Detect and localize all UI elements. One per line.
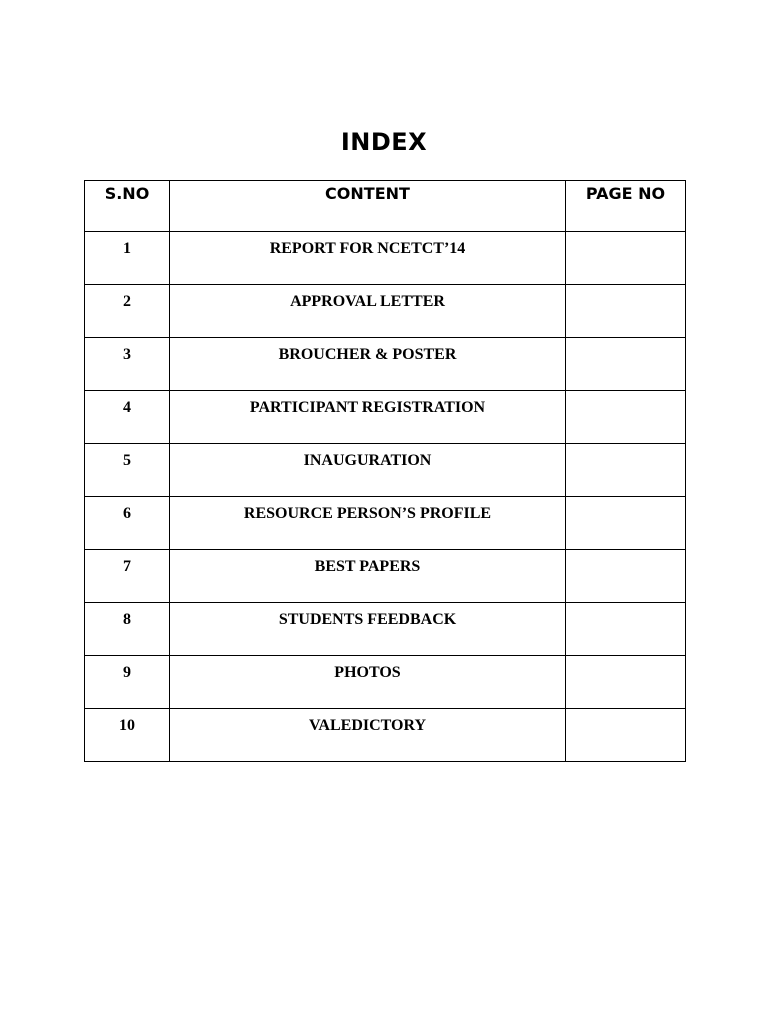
table-row xyxy=(85,656,686,709)
table-row xyxy=(85,709,686,762)
cell-sno xyxy=(85,497,170,550)
cell-content xyxy=(170,285,566,338)
page-no-value xyxy=(566,391,685,399)
table-row xyxy=(85,497,686,550)
cell-sno xyxy=(85,285,170,338)
cell-sno xyxy=(85,232,170,285)
header-content xyxy=(170,181,566,232)
cell-content xyxy=(170,232,566,285)
table-row xyxy=(85,550,686,603)
content-value: STUDENTS FEEDBACK xyxy=(278,611,457,628)
cell-content xyxy=(170,391,566,444)
cell-page-no xyxy=(566,497,686,550)
cell-page-no xyxy=(566,232,686,285)
sno-value: 8 xyxy=(123,611,131,628)
cell-page-no xyxy=(566,656,686,709)
cell-sno xyxy=(85,550,170,603)
cell-page-no xyxy=(566,444,686,497)
table-row xyxy=(85,603,686,656)
cell-content xyxy=(170,338,566,391)
content-value: RESOURCE PERSON’S PROFILE xyxy=(243,505,492,522)
cell-sno xyxy=(85,603,170,656)
page-no-value xyxy=(566,444,685,452)
sno-value: 6 xyxy=(123,505,131,522)
page-title: INDEX xyxy=(340,128,428,156)
page-no-value xyxy=(566,232,685,240)
cell-page-no xyxy=(566,285,686,338)
page-no-value xyxy=(566,285,685,293)
header-sno-label: S.NO xyxy=(104,184,150,203)
table-header-row xyxy=(85,181,686,232)
cell-page-no xyxy=(566,391,686,444)
header-sno xyxy=(85,181,170,232)
sno-value: 2 xyxy=(123,293,131,310)
cell-content xyxy=(170,444,566,497)
cell-page-no xyxy=(566,550,686,603)
cell-content xyxy=(170,497,566,550)
table-row xyxy=(85,444,686,497)
content-value: VALEDICTORY xyxy=(308,717,427,734)
page-no-value xyxy=(566,338,685,346)
cell-sno xyxy=(85,709,170,762)
sno-value: 4 xyxy=(123,399,131,416)
cell-page-no xyxy=(566,709,686,762)
page-no-value xyxy=(566,497,685,505)
content-value: PHOTOS xyxy=(334,664,401,681)
table-row xyxy=(85,338,686,391)
content-value: BROUCHER & POSTER xyxy=(278,346,457,363)
cell-sno xyxy=(85,656,170,709)
sno-value: 10 xyxy=(119,717,135,734)
cell-sno xyxy=(85,338,170,391)
cell-content xyxy=(170,550,566,603)
sno-value: 3 xyxy=(123,346,131,363)
sno-value: 1 xyxy=(123,240,131,257)
cell-page-no xyxy=(566,603,686,656)
header-page-no xyxy=(566,181,686,232)
content-value: APPROVAL LETTER xyxy=(290,293,445,310)
index-table xyxy=(84,180,686,762)
sno-value: 7 xyxy=(123,558,131,575)
page-no-value xyxy=(566,709,685,717)
page-no-value xyxy=(566,603,685,611)
sno-value: 5 xyxy=(123,452,131,469)
header-page-no-label: PAGE NO xyxy=(585,184,666,203)
page-no-value xyxy=(566,550,685,558)
header-content-label: CONTENT xyxy=(325,184,410,203)
cell-sno xyxy=(85,391,170,444)
sno-value: 9 xyxy=(123,664,131,681)
cell-sno xyxy=(85,444,170,497)
cell-content xyxy=(170,603,566,656)
content-value: REPORT FOR NCETCT’14 xyxy=(269,240,466,257)
page-no-value xyxy=(566,656,685,664)
content-value: INAUGURATION xyxy=(303,452,432,469)
cell-content xyxy=(170,656,566,709)
content-value: PARTICIPANT REGISTRATION xyxy=(249,399,486,416)
content-value: BEST PAPERS xyxy=(314,558,421,575)
table-row xyxy=(85,232,686,285)
cell-page-no xyxy=(566,338,686,391)
table-row xyxy=(85,285,686,338)
table-row xyxy=(85,391,686,444)
cell-content xyxy=(170,709,566,762)
